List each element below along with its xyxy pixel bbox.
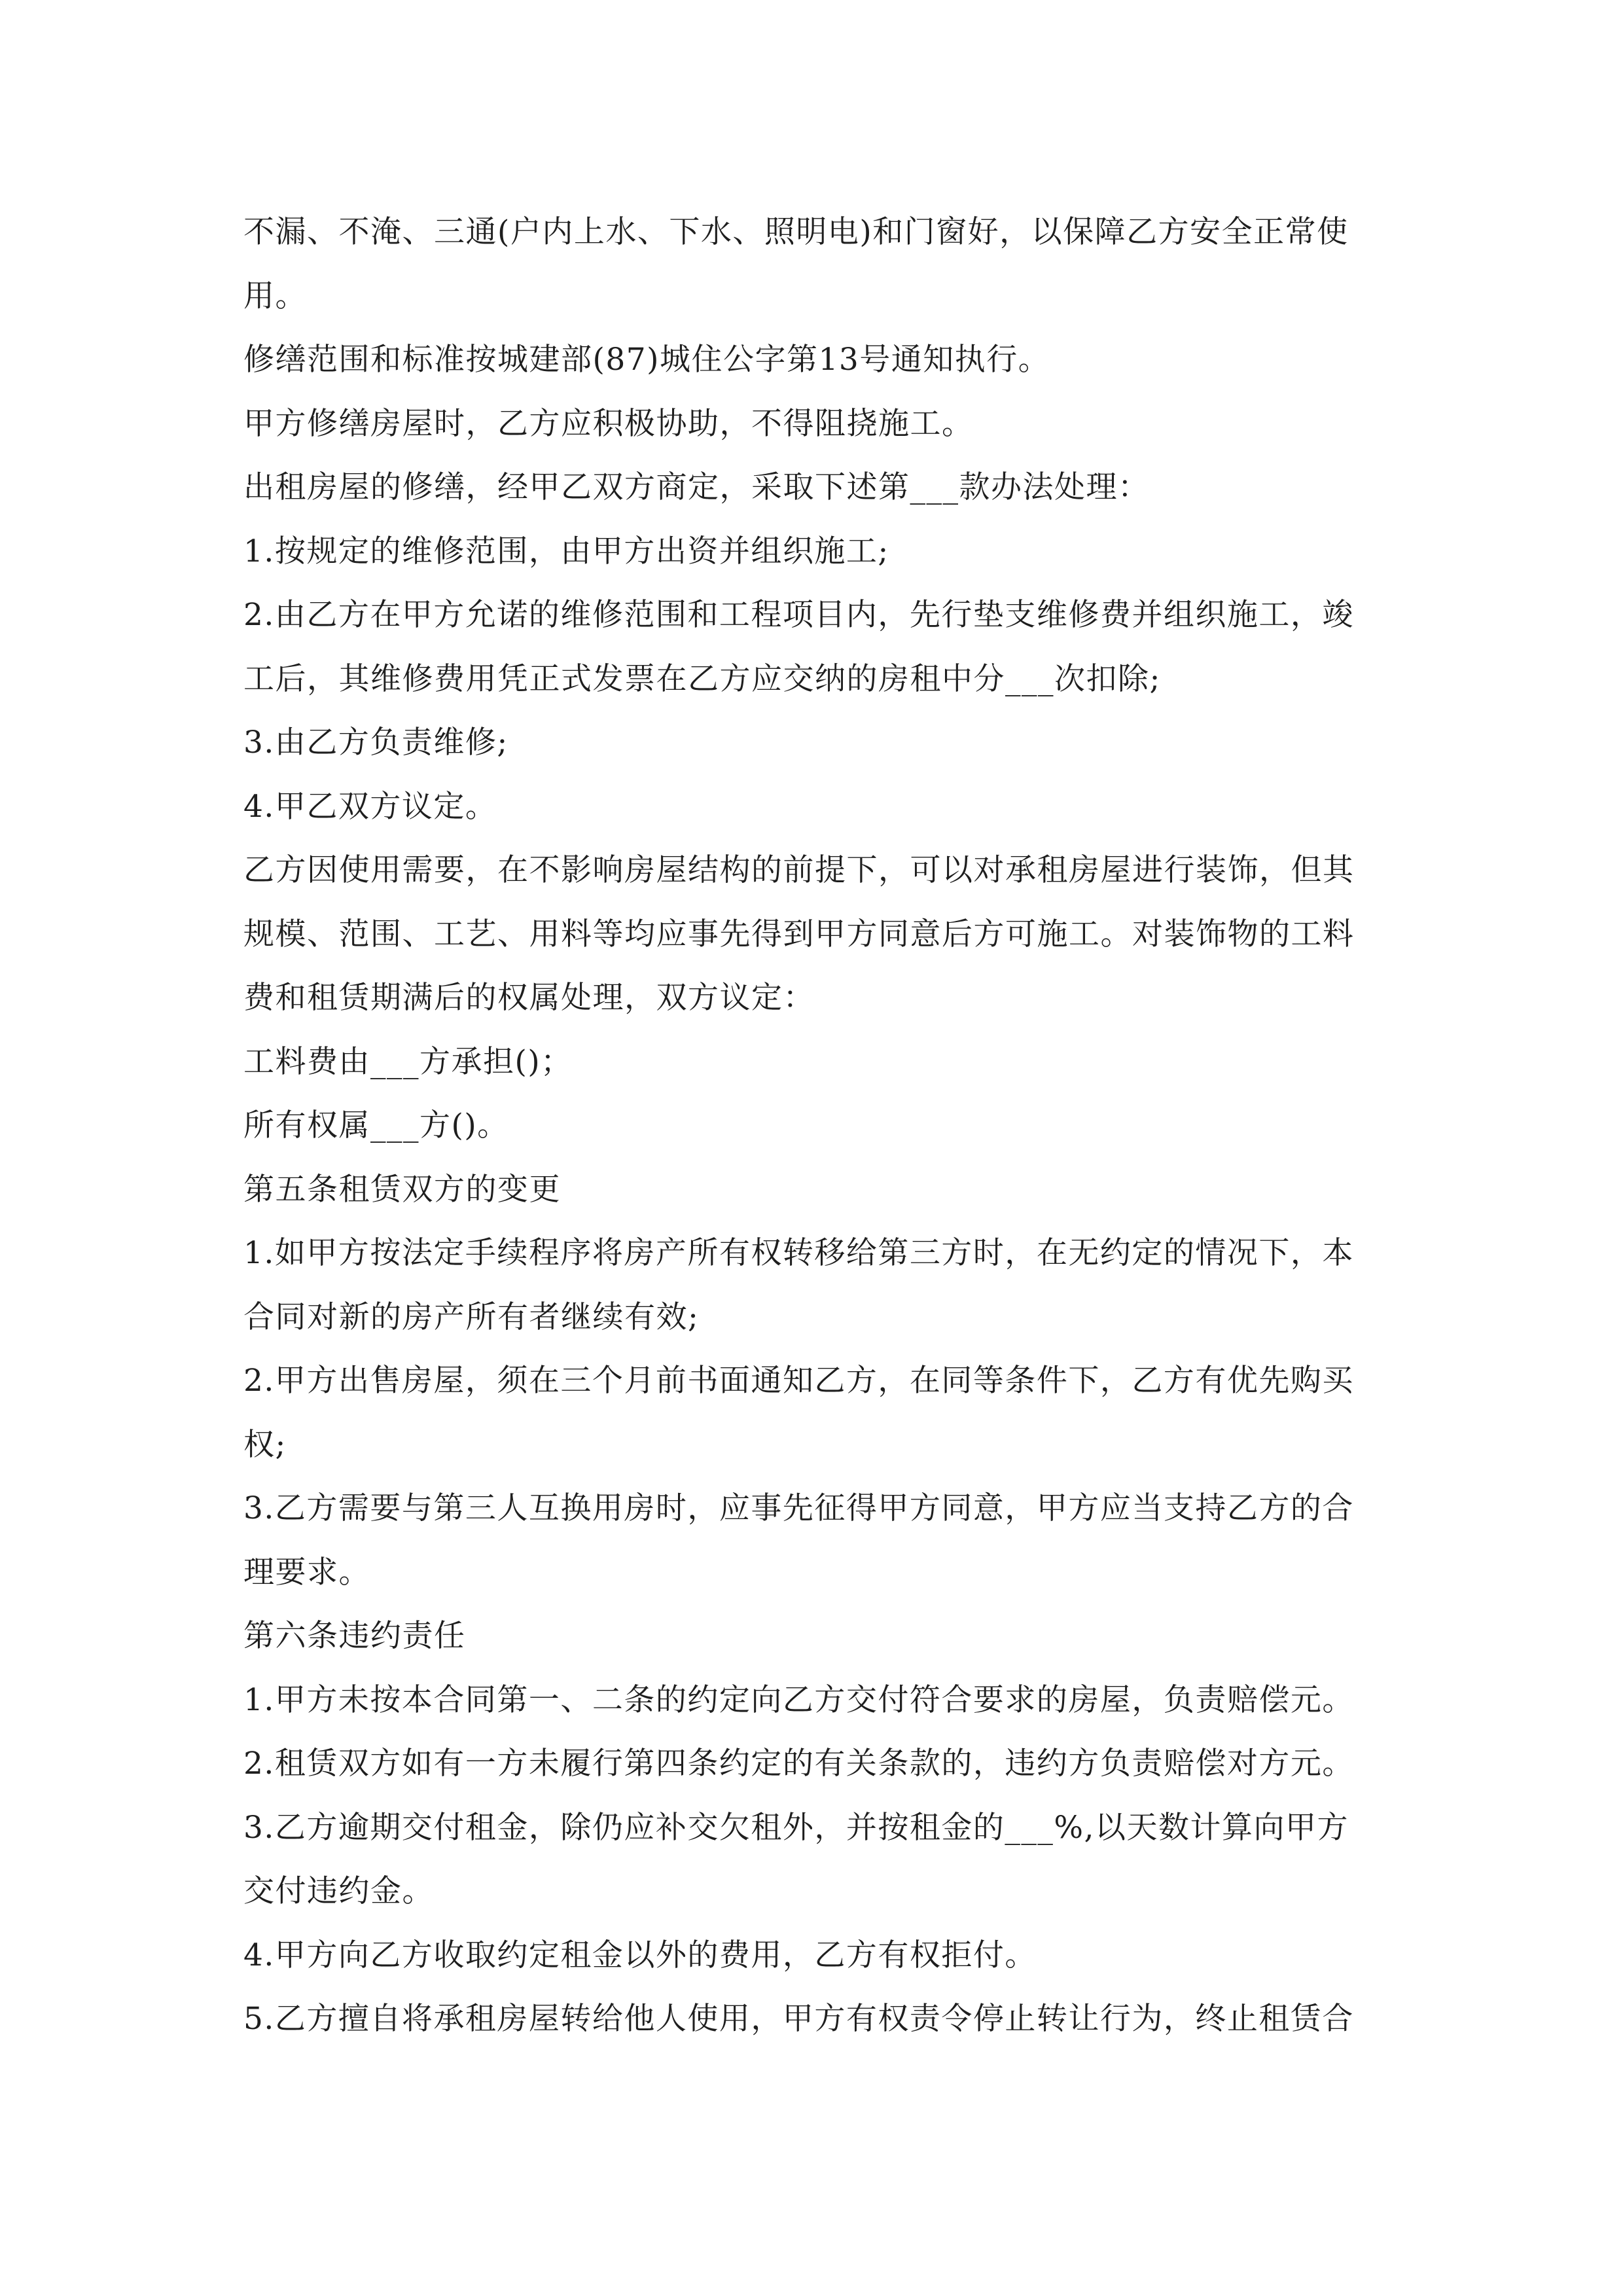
text-line: 甲方修缮房屋时，乙方应积极协助，不得阻挠施工。 [243, 405, 974, 442]
text-line: 交付违约金。 [243, 1873, 434, 1909]
text-line: 5.乙方擅自将承租房屋转给他人使用，甲方有权责令停止转让行为，终止租赁合 [243, 2001, 1354, 2037]
text-line: 工料费由___方承担()； [243, 1043, 573, 1080]
text-line: 3.乙方需要与第三人互换用房时，应事先征得甲方同意，甲方应当支持乙方的合 [243, 1490, 1354, 1526]
text-line: 3.由乙方负责维修; [243, 725, 508, 761]
text-line: 不漏、不淹、三通(户内上水、下水、照明电)和门窗好，以保障乙方安全正常使 [243, 214, 1349, 250]
text-line: 修缮范围和标准按城建部(87)城住公字第13号通知执行。 [243, 342, 1050, 378]
text-line: 2.甲方出售房屋，须在三个月前书面通知乙方，在同等条件下，乙方有优先购买 [243, 1363, 1354, 1399]
text-line: 1.按规定的维修范围，由甲方出资并组织施工; [243, 533, 889, 569]
text-line: 规模、范围、工艺、用料等均应事先得到甲方同意后方可施工。对装饰物的工料 [243, 916, 1355, 952]
text-line: 工后，其维修费用凭正式发票在乙方应交纳的房租中分___次扣除; [243, 660, 1161, 697]
section-heading: 第五条租赁双方的变更 [243, 1171, 561, 1208]
text-line: 2.由乙方在甲方允诺的维修范围和工程项目内，先行垫支维修费并组织施工，竣 [243, 597, 1354, 633]
text-line: 出租房屋的修缮，经甲乙双方商定，采取下述第___款办法处理： [243, 469, 1150, 505]
text-line: 所有权属___方()。 [243, 1107, 509, 1143]
text-line: 1.甲方未按本合同第一、二条的约定向乙方交付符合要求的房屋，负责赔偿元。 [243, 1681, 1354, 1718]
text-line: 2.租赁双方如有一方未履行第四条约定的有关条款的，违约方负责赔偿对方元。 [243, 1746, 1354, 1782]
text-line: 4.甲方向乙方收取约定租金以外的费用，乙方有权拒付。 [243, 1937, 1037, 1973]
text-line: 理要求。 [243, 1554, 370, 1590]
text-line: 用。 [243, 278, 307, 314]
text-line: 乙方因使用需要，在不影响房屋结构的前提下，可以对承租房屋进行装饰，但其 [243, 852, 1355, 888]
text-line: 3.乙方逾期交付租金，除仍应补交欠租外，并按租金的___%,以天数计算向甲方 [243, 1809, 1349, 1846]
text-line: 费和租赁期满后的权属处理，双方议定： [243, 980, 815, 1016]
text-line: 1.如甲方按法定手续程序将房产所有权转移给第三方时，在无约定的情况下，本 [243, 1235, 1354, 1271]
section-heading: 第六条违约责任 [243, 1618, 466, 1654]
text-line: 权; [243, 1426, 287, 1463]
text-line: 4.甲乙双方议定。 [243, 788, 497, 825]
text-line: 合同对新的房产所有者继续有效; [243, 1299, 700, 1335]
document-body [243, 200, 1415, 2051]
